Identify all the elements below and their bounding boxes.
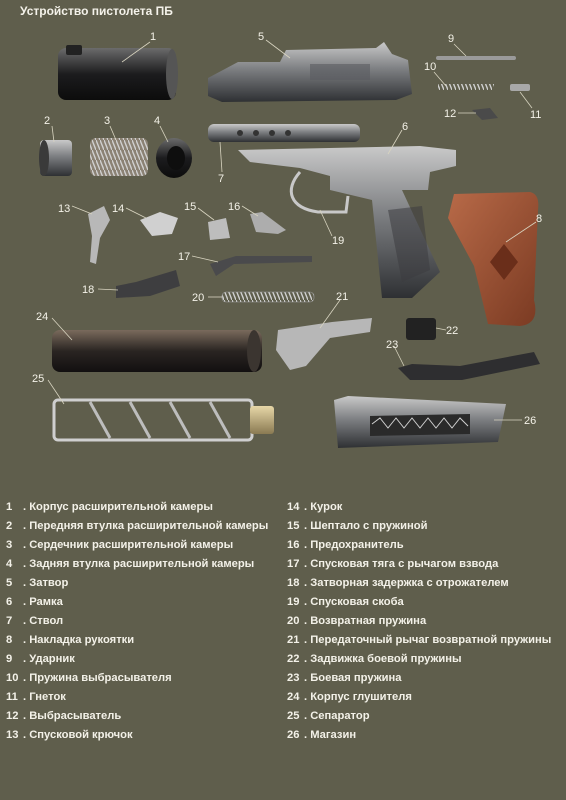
part-9-firing-pin bbox=[436, 56, 516, 60]
label-20: 20 bbox=[192, 292, 205, 304]
part-5-slide bbox=[208, 42, 412, 102]
label-7: 7 bbox=[218, 173, 225, 185]
part-8-grip-panel bbox=[448, 192, 538, 326]
part-21-transfer-lever bbox=[276, 318, 372, 370]
label-26: 26 bbox=[524, 415, 537, 427]
part-3-chamber-core bbox=[90, 138, 148, 176]
legend-item: 6 . Рамка bbox=[6, 596, 63, 608]
diagram-title: Устройство пистолета ПБ bbox=[20, 4, 173, 18]
part-23-mainspring bbox=[398, 352, 540, 380]
legend-item: 17 . Спусковая тяга с рычагом взвода bbox=[287, 558, 499, 570]
part-10-extractor-spring bbox=[438, 84, 494, 90]
legend-item: 12 . Выбрасыватель bbox=[6, 710, 122, 722]
label-8: 8 bbox=[536, 213, 543, 225]
part-24-suppressor-body bbox=[52, 330, 262, 372]
legend-item: 3 . Сердечник расширительной камеры bbox=[6, 539, 234, 551]
label-1: 1 bbox=[150, 31, 157, 43]
part-4-rear-bushing bbox=[156, 138, 192, 178]
label-22: 22 bbox=[446, 325, 459, 337]
legend-item: 21 . Передаточный рычаг возвратной пружины bbox=[287, 634, 552, 646]
legend-item: 19 . Спусковая скоба bbox=[287, 596, 404, 608]
legend-item: 1 . Корпус расширительной камеры bbox=[6, 501, 213, 513]
parts-legend bbox=[0, 498, 566, 758]
part-2-front-bushing bbox=[39, 140, 72, 176]
legend-item: 14 . Курок bbox=[287, 501, 343, 513]
label-16: 16 bbox=[228, 201, 241, 213]
part-1-expansion-chamber-body bbox=[58, 45, 178, 100]
legend-item: 26 . Магазин bbox=[287, 729, 357, 741]
label-19: 19 bbox=[332, 235, 345, 247]
part-11-detent bbox=[510, 84, 530, 91]
legend-item: 10 . Пружина выбрасывателя bbox=[6, 672, 172, 684]
legend-item: 2 . Передняя втулка расширительной камеры bbox=[6, 520, 269, 532]
legend-item: 11 . Гнеток bbox=[6, 691, 66, 703]
label-13: 13 bbox=[58, 203, 71, 215]
part-14-hammer bbox=[140, 212, 178, 236]
part-13-trigger bbox=[88, 206, 110, 264]
legend-item: 8 . Накладка рукоятки bbox=[6, 634, 135, 646]
part-16-safety bbox=[250, 212, 286, 234]
label-23: 23 bbox=[386, 339, 399, 351]
part-18-slide-stop bbox=[116, 270, 180, 298]
legend-item: 15 . Шептало с пружиной bbox=[287, 520, 428, 532]
legend-item: 23 . Боевая пружина bbox=[287, 672, 402, 684]
part-15-sear bbox=[208, 218, 230, 240]
legend-item: 4 . Задняя втулка расширительной камеры bbox=[6, 558, 255, 570]
legend-item: 24 . Корпус глушителя bbox=[287, 691, 412, 703]
legend-item: 9 . Ударник bbox=[6, 653, 75, 665]
label-6: 6 bbox=[402, 121, 409, 133]
label-10: 10 bbox=[424, 61, 437, 73]
part-12-extractor bbox=[472, 108, 498, 120]
label-2: 2 bbox=[44, 115, 51, 127]
legend-item: 25 . Сепаратор bbox=[287, 710, 370, 722]
legend-item: 13 . Спусковой крючок bbox=[6, 729, 133, 741]
label-21: 21 bbox=[336, 291, 349, 303]
part-20-recoil-spring bbox=[222, 292, 314, 302]
legend-column-left bbox=[6, 498, 282, 745]
part-22-mainspring-catch bbox=[406, 318, 436, 340]
label-24: 24 bbox=[36, 311, 49, 323]
label-14: 14 bbox=[112, 203, 125, 215]
label-11: 11 bbox=[530, 109, 542, 121]
label-17: 17 bbox=[178, 251, 191, 263]
label-15: 15 bbox=[184, 201, 197, 213]
part-26-magazine bbox=[334, 396, 506, 448]
part-7-barrel bbox=[208, 124, 360, 142]
legend-item: 20 . Возвратная пружина bbox=[287, 615, 427, 627]
part-17-trigger-bar bbox=[210, 256, 312, 276]
legend-item: 22 . Задвижка боевой пружины bbox=[287, 653, 462, 665]
legend-item: 7 . Ствол bbox=[6, 615, 64, 627]
label-4: 4 bbox=[154, 115, 161, 127]
part-25-separator bbox=[54, 400, 274, 440]
label-25: 25 bbox=[32, 373, 45, 385]
label-3: 3 bbox=[104, 115, 111, 127]
label-12: 12 bbox=[444, 108, 457, 120]
label-9: 9 bbox=[448, 33, 455, 45]
legend-item: 5 . Затвор bbox=[6, 577, 69, 589]
label-5: 5 bbox=[258, 31, 265, 43]
legend-item: 18 . Затворная задержка с отрожателем bbox=[287, 577, 509, 589]
label-18: 18 bbox=[82, 284, 95, 296]
legend-item: 16 . Предохранитель bbox=[287, 539, 404, 551]
legend-column-right bbox=[287, 498, 563, 745]
